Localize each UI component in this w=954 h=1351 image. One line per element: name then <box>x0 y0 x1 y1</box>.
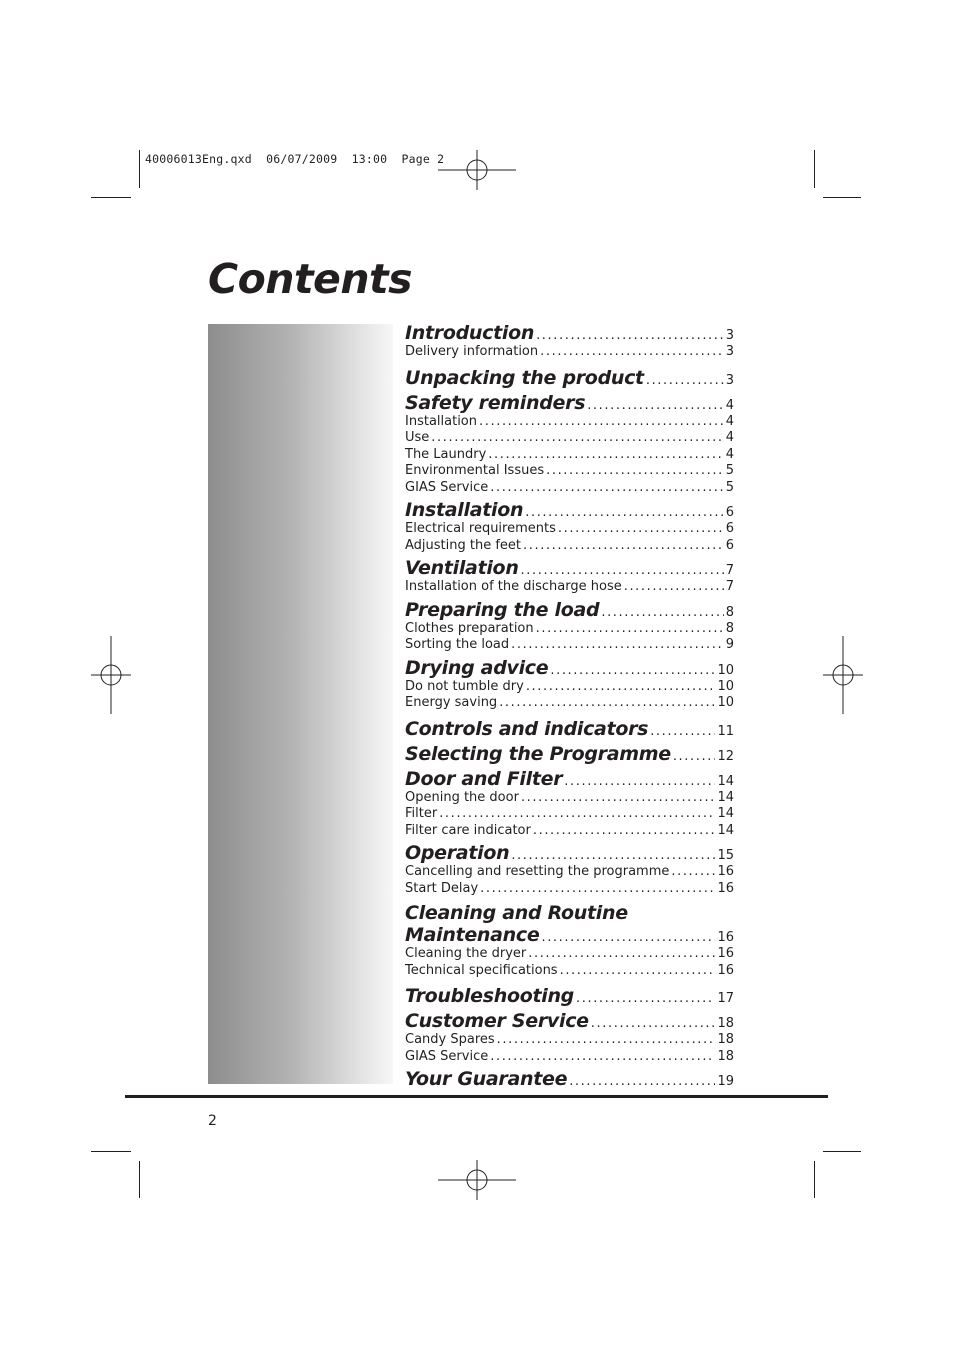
toc-subentry[interactable] <box>405 480 734 497</box>
toc-leader <box>591 1016 716 1031</box>
toc-leader <box>540 344 724 361</box>
toc-subentry-label: Opening the door <box>405 789 519 805</box>
toc-leader <box>525 505 723 520</box>
toc-subentry-label: Filter <box>405 806 438 821</box>
toc-subentry-label: Cancelling and resetting the programme <box>405 864 670 879</box>
toc-entry-page: 7 <box>725 563 734 578</box>
toc-subentry-label: GIAS Service <box>405 479 489 495</box>
toc-entry[interactable] <box>405 842 734 864</box>
toc-leader <box>560 963 716 980</box>
toc-entry-page: 16 <box>717 930 734 945</box>
toc-entry[interactable] <box>405 392 734 414</box>
toc-entry-label: Operation <box>405 842 510 864</box>
toc-subentry[interactable] <box>405 463 734 480</box>
toc-subentry-page: 7 <box>725 579 734 594</box>
toc-leader <box>558 521 724 538</box>
toc-subentry-page: 6 <box>725 537 734 553</box>
toc-subentry-page: 16 <box>717 962 734 978</box>
toc-entry-page: 14 <box>717 773 734 789</box>
toc-entry[interactable] <box>405 985 734 1007</box>
toc-entry-page: 3 <box>725 372 734 388</box>
toc-leader <box>533 823 716 840</box>
toc-subentry[interactable] <box>405 695 734 712</box>
toc-entry-label: Preparing the load <box>405 598 600 621</box>
crop-mark <box>139 150 140 188</box>
toc-leader <box>480 881 715 898</box>
toc-entry-page: 12 <box>717 748 734 764</box>
toc-leader <box>499 695 715 712</box>
toc-entry-page: 10 <box>717 662 734 678</box>
toc-entry[interactable] <box>405 768 734 790</box>
crop-mark <box>91 1151 131 1152</box>
registration-mark-right <box>823 636 863 714</box>
toc-leader <box>671 864 715 881</box>
toc-subentry[interactable] <box>405 790 734 807</box>
toc-leader <box>546 463 724 480</box>
toc-leader <box>587 398 724 413</box>
crop-mark <box>139 1161 140 1198</box>
toc-entry-page: 15 <box>717 848 734 863</box>
toc-entry-label: Your Guarantee <box>405 1068 568 1090</box>
toc-subentry-page: 16 <box>717 880 734 896</box>
crop-mark <box>823 1151 861 1152</box>
print-slug: 40006013Eng.qxd 06/07/2009 13:00 Page 2 <box>145 152 445 166</box>
toc-subentry-label: Filter care indicator <box>405 822 531 838</box>
toc-subentry-page: 18 <box>717 1032 734 1047</box>
crop-mark <box>91 197 131 198</box>
table-of-contents <box>405 322 734 1090</box>
toc-subentry-page: 16 <box>717 864 734 879</box>
toc-leader <box>479 414 724 431</box>
toc-entry[interactable] <box>405 557 734 579</box>
toc-leader <box>526 679 716 696</box>
crop-mark <box>814 150 815 188</box>
toc-subentry[interactable] <box>405 963 734 980</box>
toc-leader <box>439 806 715 823</box>
registration-mark-bottom <box>438 1160 516 1200</box>
toc-subentry-page: 10 <box>717 678 734 694</box>
toc-leader <box>490 480 723 497</box>
toc-subentry[interactable] <box>405 637 734 654</box>
toc-entry-page: 17 <box>717 991 734 1006</box>
toc-entry-label: Drying advice <box>405 656 549 679</box>
toc-subentry[interactable] <box>405 579 734 596</box>
toc-entry-label-line1: Cleaning and Routine <box>405 902 628 924</box>
toc-leader <box>497 1032 716 1049</box>
crop-mark <box>814 1161 815 1198</box>
toc-subentry-page: 14 <box>717 822 734 838</box>
toc-leader <box>650 724 715 739</box>
toc-entry-page: 3 <box>725 328 734 343</box>
toc-entry-label: Introduction <box>405 322 535 344</box>
toc-leader <box>564 774 715 789</box>
toc-subentry-page: 14 <box>717 806 734 821</box>
toc-subentry-label: Technical specifications <box>405 962 558 978</box>
toc-entry-page: 6 <box>725 505 734 520</box>
toc-entry-label: Maintenance <box>405 924 540 946</box>
toc-leader <box>624 579 724 596</box>
toc-entry-label: Installation <box>405 499 524 521</box>
toc-subentry-page: 4 <box>725 430 734 445</box>
toc-subentry[interactable] <box>405 621 734 638</box>
toc-entry-label: Troubleshooting <box>405 985 574 1007</box>
toc-leader <box>431 430 723 447</box>
toc-subentry-page: 6 <box>725 521 734 536</box>
toc-leader <box>488 447 723 464</box>
toc-entry-label: Door and Filter <box>405 767 563 790</box>
toc-subentry-label: Installation of the discharge hose <box>405 579 622 594</box>
toc-entry[interactable] <box>405 599 734 621</box>
toc-entry-label: Unpacking the product <box>405 366 644 389</box>
toc-entry[interactable] <box>405 322 734 344</box>
page-number: 2 <box>208 1113 217 1129</box>
toc-entry[interactable] <box>405 718 734 740</box>
toc-leader <box>601 605 723 620</box>
toc-subentry-label: Adjusting the feet <box>405 537 522 553</box>
toc-subentry[interactable] <box>405 447 734 464</box>
toc-subentry-label: Environmental Issues <box>405 463 545 478</box>
toc-entry-page: 11 <box>717 723 734 739</box>
toc-subentry-label: Do not tumble dry <box>405 678 524 694</box>
toc-subentry-label: Use <box>405 430 430 445</box>
toc-subentry[interactable] <box>405 538 734 555</box>
toc-subentry-page: 10 <box>717 695 734 710</box>
toc-subentry-page: 4 <box>725 413 734 429</box>
toc-subentry[interactable] <box>405 679 734 696</box>
toc-subentry-label: Cleaning the dryer <box>405 946 527 961</box>
gradient-panel <box>208 324 393 1084</box>
toc-entry-label: Selecting the Programme <box>405 742 671 765</box>
crop-mark <box>823 197 861 198</box>
toc-subentry-page: 14 <box>717 789 734 805</box>
toc-subentry[interactable] <box>405 881 734 898</box>
toc-subentry-page: 8 <box>725 620 734 636</box>
registration-mark-left <box>91 636 131 714</box>
toc-leader <box>511 848 715 863</box>
footer-rule <box>125 1095 828 1098</box>
toc-subentry[interactable] <box>405 946 734 963</box>
toc-leader <box>511 637 724 654</box>
toc-subentry-label: Candy Spares <box>405 1032 495 1047</box>
toc-subentry-label: Delivery information <box>405 344 539 359</box>
toc-entry-label: Controls and indicators <box>405 717 649 740</box>
toc-entry[interactable] <box>405 657 734 679</box>
toc-leader <box>521 563 724 578</box>
toc-subentry[interactable] <box>405 430 734 447</box>
toc-subentry[interactable] <box>405 806 734 823</box>
toc-subentry[interactable] <box>405 823 734 840</box>
toc-leader <box>523 538 724 555</box>
toc-subentry[interactable] <box>405 1049 734 1066</box>
toc-leader <box>550 663 715 678</box>
toc-leader <box>569 1074 715 1089</box>
toc-subentry-label: Energy saving <box>405 695 498 710</box>
toc-subentry-label: Electrical requirements <box>405 521 556 536</box>
toc-entry[interactable] <box>405 924 734 946</box>
toc-subentry[interactable] <box>405 521 734 538</box>
toc-subentry[interactable] <box>405 414 734 431</box>
toc-subentry-page: 18 <box>717 1048 734 1064</box>
toc-subentry-page: 16 <box>717 946 734 961</box>
toc-leader <box>541 930 715 945</box>
toc-leader <box>646 373 724 388</box>
toc-leader <box>521 790 716 807</box>
registration-mark-top <box>438 150 516 190</box>
toc-leader <box>576 991 715 1006</box>
toc-leader <box>673 749 716 764</box>
toc-subentry[interactable] <box>405 864 734 881</box>
toc-subentry[interactable] <box>405 1032 734 1049</box>
toc-entry-label: Customer Service <box>405 1010 589 1032</box>
toc-entry-page: 8 <box>725 604 734 620</box>
toc-entry-label: Safety reminders <box>405 391 586 414</box>
toc-entry[interactable] <box>405 367 734 389</box>
toc-leader <box>528 946 715 963</box>
toc-leader <box>490 1049 715 1066</box>
toc-subentry-label: Start Delay <box>405 880 479 896</box>
toc-leader <box>536 621 724 638</box>
toc-subentry-label: Sorting the load <box>405 637 510 652</box>
toc-subentry-page: 5 <box>725 479 734 495</box>
toc-subentry-label: GIAS Service <box>405 1048 489 1064</box>
toc-entry-page: 4 <box>725 397 734 413</box>
toc-subentry-page: 5 <box>725 463 734 478</box>
toc-subentry-page: 3 <box>725 344 734 359</box>
toc-subentry-label: Clothes preparation <box>405 620 534 636</box>
toc-subentry-label: Installation <box>405 413 478 429</box>
toc-entry-label: Ventilation <box>405 557 519 579</box>
toc-entry-page: 18 <box>717 1016 734 1031</box>
toc-subentry-page: 9 <box>725 637 734 652</box>
toc-leader <box>536 328 724 343</box>
page-title: Contents <box>208 255 413 303</box>
toc-entry-page: 19 <box>717 1074 734 1089</box>
toc-entry[interactable] <box>405 499 734 521</box>
toc-entry[interactable] <box>405 743 734 765</box>
toc-entry[interactable] <box>405 1010 734 1032</box>
toc-subentry[interactable] <box>405 344 734 361</box>
toc-subentry-page: 4 <box>725 446 734 462</box>
toc-entry[interactable] <box>405 1068 734 1090</box>
toc-subentry-label: The Laundry <box>405 446 487 462</box>
